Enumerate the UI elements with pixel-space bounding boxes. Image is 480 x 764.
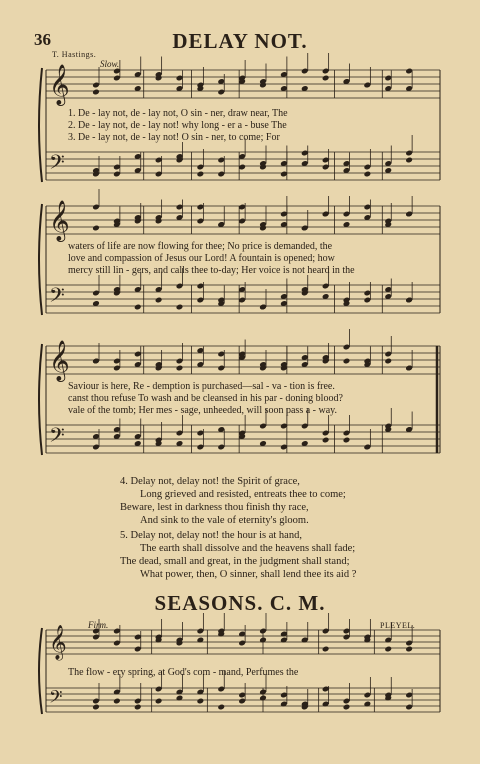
stanza-line: What power, then, O sinner, shall lend thee its aid ? (140, 569, 357, 580)
note-head (384, 358, 392, 365)
lyrics-system-2 (68, 241, 444, 277)
page-number: 36 (34, 30, 51, 49)
note-head (155, 297, 163, 304)
bass-clef-icon: 𝄢 (49, 150, 65, 179)
lyric-line: vale of the tomb; Her mes - sage, unheeded, will soon pass a - way. (68, 405, 337, 416)
bass-clef-icon: 𝄢 (49, 283, 65, 312)
lyrics-system-1 (68, 108, 444, 144)
note-head (92, 89, 100, 96)
note-head (113, 698, 121, 705)
composer-credit: T. Hastings. (52, 50, 97, 59)
composer-credit: PLEYEL. (380, 621, 416, 630)
note-head (92, 225, 100, 232)
note-head (405, 646, 413, 653)
lyric-line: Saviour is here, Re - demption is purchased—sal - va - tion is free. (68, 381, 335, 392)
note-head (322, 437, 330, 444)
lyric-line: waters of life are now flowing for thee; No price is demanded, the (68, 241, 333, 252)
stanza-line: The dead, small and great, in the judgment shall stand; (120, 556, 350, 567)
hymn-title: SEASONS. C. M. (154, 591, 326, 615)
treble-clef-icon: 𝄞 (49, 201, 70, 241)
treble-clef-icon: 𝄞 (49, 625, 67, 660)
bass-clef-icon: 𝄢 (49, 687, 63, 711)
note-head (405, 157, 413, 164)
note-head (343, 704, 351, 711)
system-brace (39, 68, 42, 182)
bass-clef-icon: 𝄢 (49, 423, 65, 452)
treble-clef-icon: 𝄞 (49, 341, 70, 381)
lyric-line: 3. De - lay not, de - lay not! O sin - ner, to come; For (68, 132, 280, 143)
note-head (197, 698, 205, 705)
stanza-line: 4. Delay not, delay not! the Spirit of grace, (120, 476, 300, 487)
note-head (134, 704, 142, 711)
lyric-line: canst thou refuse To wash and be cleansed in his par - doning blood? (68, 393, 343, 404)
note-head (155, 698, 163, 705)
hymn-title: DELAY NOT. (172, 29, 308, 53)
note-head (197, 171, 205, 178)
note-head (92, 704, 100, 711)
stanza-5 (120, 529, 356, 581)
stanza-line: Long grieved and resisted, entreats thee to come; (140, 489, 346, 500)
stanza-line: And sink to the vale of eternity's gloom. (140, 515, 309, 526)
system-brace (39, 204, 42, 315)
system-brace (39, 344, 42, 455)
lyric-line: love and compassion of Jesus our Lord! A fountain is opened; how (68, 253, 335, 264)
stanza-line: The earth shall dissolve and the heavens shall fade; (140, 543, 356, 554)
note-head (176, 365, 184, 372)
stanza-4 (120, 475, 346, 527)
note-head (217, 704, 225, 711)
lyric-line: 1. De - lay not, de - lay not, O sin - ner, draw near, The (68, 108, 288, 119)
lyrics-system-3 (68, 381, 444, 417)
note-head (343, 358, 351, 365)
note-head (176, 304, 184, 311)
tempo-marking: Firm. (88, 620, 109, 630)
lyrics-seasons (68, 667, 444, 679)
note-head (134, 304, 142, 311)
note-head (322, 75, 330, 82)
lyric-line: 2. De - lay not, de - lay not! why long - er a - buse The (68, 120, 287, 131)
note-head (322, 646, 330, 653)
tempo-marking: Slow. (100, 59, 120, 69)
lyric-line: mercy still lin - gers, and calls thee to-day; Her voice is not heard in the (68, 265, 355, 276)
note-head (384, 646, 392, 653)
note-head (343, 437, 351, 444)
system-brace (39, 628, 42, 714)
lyric-line: The flow - ery spring, at God's com - mand, Perfumes the (68, 667, 299, 678)
stanza-line: Beware, lest in darkness thou finish thy race, (120, 502, 309, 513)
stanza-line: 5. Delay not, delay not! the hour is at hand, (120, 530, 302, 541)
treble-clef-icon: 𝄞 (49, 65, 70, 105)
note-head (364, 171, 372, 178)
